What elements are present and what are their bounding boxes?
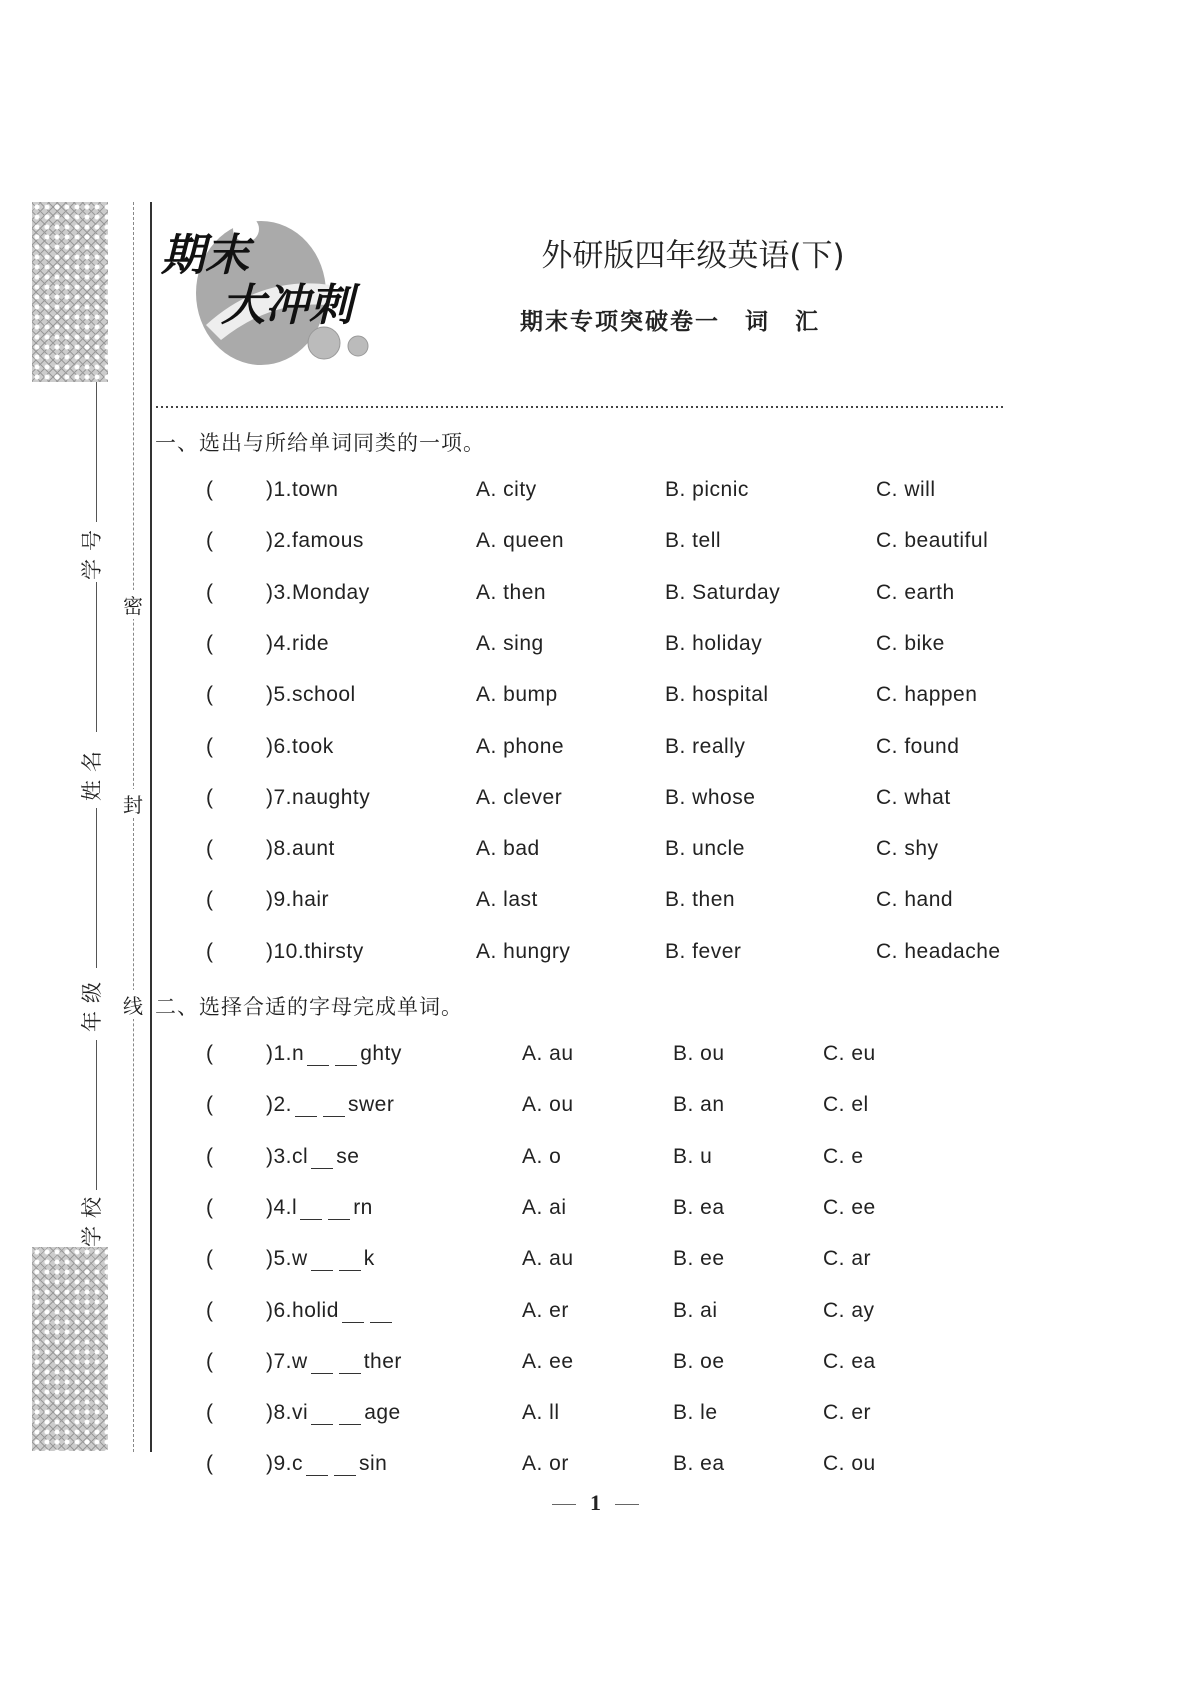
word-prefix: l [292,1195,298,1219]
word-suffix: ghty [360,1042,402,1065]
answer-bracket[interactable]: ( [206,1452,214,1476]
option-b: B. really [665,734,746,758]
answer-bracket[interactable]: ( [206,1042,214,1065]
word-prefix: cl [292,1144,309,1168]
option-a: A. bump [476,683,558,707]
dotted-divider [156,406,1006,408]
question-text: )7.naughty [266,785,371,809]
answer-bracket[interactable]: ( [206,1195,214,1219]
question-word: town [292,478,339,501]
letter-blank [339,1248,361,1271]
option-c: C. ea [823,1349,876,1373]
letter-blank [295,1094,317,1117]
option-a: A. ee [522,1349,574,1373]
option-c: C. will [876,478,936,501]
grade-label: 年级 [80,974,104,1032]
word-prefix: c [292,1452,304,1476]
question-text: )4.ride [266,631,330,655]
answer-bracket[interactable]: ( [206,683,214,707]
seal-mark: 线 [123,990,143,1019]
letter-blank [370,1300,392,1323]
question-row [0,478,1191,508]
option-b: B. ea [673,1452,725,1476]
question-text: )10.thirsty [266,939,364,963]
letter-blank [339,1402,361,1425]
question-number: 4. [273,631,293,655]
letter-blank [334,1453,356,1476]
question-number: 1. [273,1042,293,1065]
section1-heading: 一、选出与所给单词同类的一项。 [155,431,485,455]
question-text: )8.aunt [266,837,335,861]
page-number: 1 [590,1490,601,1515]
section2-heading: 二、选择合适的字母完成单词。 [155,995,463,1019]
option-b: B. u [673,1144,713,1168]
word-suffix: se [336,1144,360,1168]
word-suffix: swer [348,1093,395,1117]
question-row [0,1145,1191,1175]
word-suffix: sin [359,1452,388,1476]
letter-blank [342,1300,364,1323]
question-row [0,683,1191,713]
question-number: 7. [273,1349,293,1373]
word-prefix: n [292,1042,305,1065]
question-text: )2.famous [266,529,364,553]
question-word: thirsty [304,939,364,963]
letter-blank [307,1043,329,1066]
word-suffix: k [363,1247,375,1271]
word-prefix: w [292,1247,308,1271]
question-row [0,786,1191,816]
question-text: )7.w ther [266,1349,402,1373]
decorative-pattern-top [32,202,108,382]
answer-bracket[interactable]: ( [206,580,214,604]
page-title: 外研版四年级英语(下) [541,238,845,274]
option-c: C. ar [823,1247,872,1271]
question-row [0,581,1191,611]
question-row [0,1401,1191,1431]
option-b: B. picnic [665,478,749,501]
word-suffix: age [364,1401,401,1425]
question-number: 2. [273,1093,293,1117]
question-number: 10. [273,939,305,963]
seal-mark: 封 [123,789,143,818]
question-number: 6. [273,734,293,758]
letter-blank [311,1248,333,1271]
question-number: 7. [273,785,293,809]
question-row [0,1042,1191,1072]
option-b: B. ea [673,1195,725,1219]
option-b: B. tell [665,529,722,553]
option-a: A. bad [476,837,540,861]
option-a: A. o [522,1144,562,1168]
option-b: B. whose [665,785,756,809]
option-a: A. ou [522,1093,574,1117]
question-row [0,888,1191,918]
option-c: C. eu [823,1042,876,1065]
option-a: A. last [476,888,538,912]
option-a: A. au [522,1042,574,1065]
letter-blank [335,1043,357,1066]
question-text: )8.vi age [266,1401,401,1425]
option-c: C. found [876,734,960,758]
option-b: B. holiday [665,631,763,655]
word-suffix: ther [363,1349,402,1373]
option-c: C. headache [876,939,1001,963]
question-number: 3. [273,580,293,604]
option-b: B. ou [673,1042,725,1065]
page-footer [0,1490,1191,1516]
option-a: A. hungry [476,939,571,963]
letter-blank [311,1402,333,1425]
option-a: A. sing [476,631,544,655]
option-a: A. clever [476,785,563,809]
question-row [0,837,1191,867]
option-a: A. or [522,1452,569,1476]
option-b: B. Saturday [665,580,781,604]
student-id-label: 学号 [80,522,104,580]
question-text: )5.school [266,683,356,707]
letter-blank [300,1197,322,1220]
question-number: 9. [273,1452,293,1476]
option-b: B. ee [673,1247,725,1271]
letter-blank [323,1094,345,1117]
question-word: famous [292,529,364,553]
option-a: A. then [476,580,547,604]
option-a: A. er [522,1298,569,1322]
question-row [0,1350,1191,1380]
option-b: B. an [673,1093,725,1117]
option-a: A. phone [476,734,565,758]
question-word: hair [292,888,330,912]
option-c: C. hand [876,888,954,912]
question-word: naughty [292,785,371,809]
option-b: B. ai [673,1298,718,1322]
logo-text: 期末 [161,230,249,281]
option-a: A. queen [476,529,565,553]
option-b: B. hospital [665,683,769,707]
logo-text: 大冲刺 [221,280,353,331]
question-row [0,1452,1191,1482]
question-text: )9.c sin [266,1452,388,1476]
question-row [0,1196,1191,1226]
question-text: )1.town [266,478,339,501]
word-prefix: holid [292,1298,339,1322]
question-number: 3. [273,1144,293,1168]
question-row [0,940,1191,970]
word-suffix: rn [353,1195,373,1219]
question-number: 2. [273,529,293,553]
question-number: 8. [273,837,293,861]
answer-bracket[interactable]: ( [206,529,214,553]
option-c: C. happen [876,683,978,707]
question-row [0,1299,1191,1329]
page-subtitle: 期末专项突破卷一 词 汇 [520,309,820,335]
option-b: B. uncle [665,837,745,861]
question-word: Monday [292,580,370,604]
question-row [0,1093,1191,1123]
option-c: C. e [823,1144,864,1168]
answer-bracket[interactable]: ( [206,1247,214,1271]
option-a: A. au [522,1247,574,1271]
seal-mark: 密 [123,590,143,619]
name-label: 姓名 [80,743,104,801]
option-c: C. what [876,785,951,809]
question-number: 8. [273,1401,293,1425]
answer-bracket[interactable]: ( [206,888,214,912]
question-number: 9. [273,888,293,912]
question-number: 5. [273,683,293,707]
question-row [0,529,1191,559]
option-b: B. le [673,1401,718,1425]
option-a: A. ll [522,1401,560,1425]
answer-bracket[interactable]: ( [206,631,214,655]
question-row [0,1247,1191,1277]
question-number: 6. [273,1298,293,1322]
answer-bracket[interactable]: ( [206,478,214,501]
word-prefix: vi [292,1401,309,1425]
answer-bracket[interactable]: ( [206,939,214,963]
letter-blank [306,1453,328,1476]
option-b: B. fever [665,939,742,963]
question-text: )6.holid [266,1299,395,1323]
option-c: C. el [823,1093,869,1117]
answer-bracket[interactable]: ( [206,785,214,809]
question-text: )4.l rn [266,1195,373,1219]
school-label: 学校 [80,1189,104,1247]
option-c: C. shy [876,837,939,861]
option-c: C. earth [876,580,955,604]
option-b: B. then [665,888,736,912]
letter-blank [328,1197,350,1220]
question-word: aunt [292,837,335,861]
question-row [0,735,1191,765]
question-word: ride [292,631,330,655]
answer-bracket[interactable]: ( [206,1144,214,1168]
question-text: )2. swer [266,1093,395,1117]
answer-bracket[interactable]: ( [206,1298,214,1322]
word-prefix: w [292,1349,308,1373]
answer-bracket[interactable]: ( [206,734,214,758]
answer-bracket[interactable]: ( [206,1349,214,1373]
option-c: C. er [823,1401,872,1425]
answer-bracket[interactable]: ( [206,1401,214,1425]
option-c: C. beautiful [876,529,989,553]
letter-blank [311,1351,333,1374]
question-text: )5.w k [266,1247,375,1271]
option-c: C. bike [876,631,945,655]
letter-blank [339,1351,361,1374]
question-row [0,632,1191,662]
question-text: )9.hair [266,888,330,912]
question-number: 4. [273,1195,293,1219]
question-text: )6.took [266,734,334,758]
letter-blank [311,1146,333,1169]
question-text: )1.n ghty [266,1042,402,1065]
question-number: 5. [273,1247,293,1271]
question-number: 1. [273,478,293,501]
question-word: took [292,734,334,758]
option-a: A. city [476,478,537,501]
option-c: C. ou [823,1452,876,1476]
answer-bracket[interactable]: ( [206,837,214,861]
option-c: C. ay [823,1298,875,1322]
question-word: school [292,683,356,707]
option-b: B. oe [673,1349,725,1373]
option-c: C. ee [823,1195,876,1219]
answer-bracket[interactable]: ( [206,1093,214,1117]
option-a: A. ai [522,1195,567,1219]
question-text: )3.Monday [266,580,370,604]
question-text: )3.cl se [266,1144,360,1168]
